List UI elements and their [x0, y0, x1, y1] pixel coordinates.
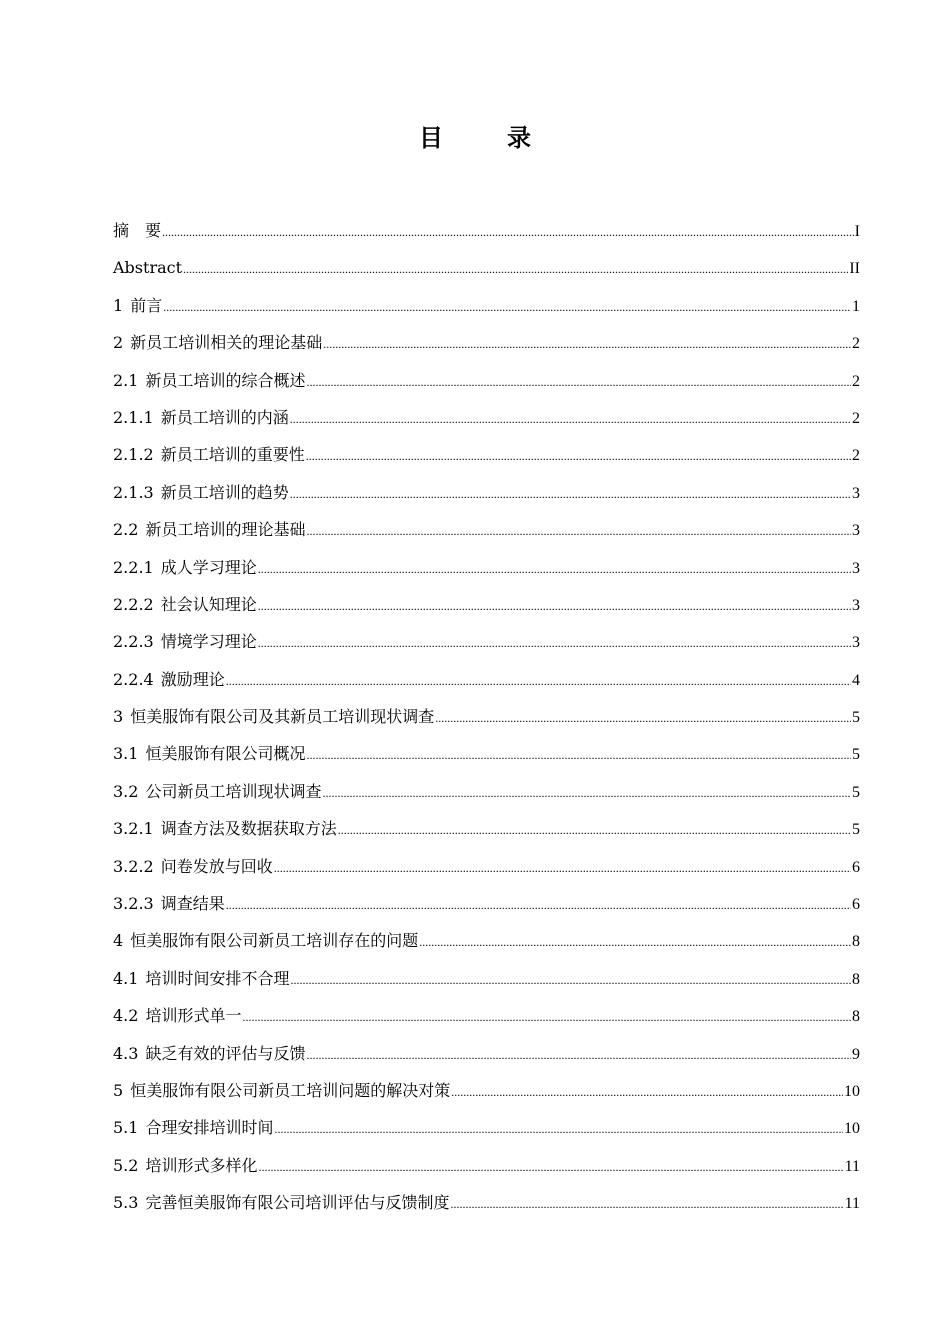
toc-entry-label: 新员工培训的趋势 — [160, 482, 289, 502]
toc-entry-title — [113, 1109, 273, 1146]
toc-entry-page-number: 8 — [852, 1008, 860, 1026]
toc-entry-label: 完善恒美服饰有限公司培训评估与反馈制度 — [145, 1193, 450, 1213]
toc-entry-page-number: 2 — [852, 409, 860, 427]
toc-dot-leader — [451, 1072, 843, 1111]
toc-entry-title — [113, 1147, 257, 1184]
toc-entry[interactable] — [113, 436, 860, 473]
toc-entry-page-number: 1 — [852, 297, 860, 315]
toc-entry-title — [113, 735, 305, 772]
toc-entry[interactable] — [113, 1184, 860, 1221]
toc-entry-label: 情境学习理论 — [160, 632, 257, 652]
toc-entry[interactable] — [113, 1147, 860, 1184]
toc-entry-page-number: 3 — [852, 596, 860, 614]
toc-entry[interactable] — [113, 810, 860, 847]
toc-entry-page-number: 8 — [852, 970, 860, 988]
toc-entry-title — [113, 1072, 450, 1109]
toc-entry[interactable] — [113, 885, 860, 922]
toc-entry-number: 5.2 — [113, 1155, 139, 1175]
toc-entry-number: 3.2.1 — [113, 819, 154, 839]
toc-dot-leader — [290, 474, 851, 513]
toc-entry[interactable] — [113, 623, 860, 660]
page-title: 目 录 — [419, 124, 551, 152]
toc-entry-title — [113, 249, 182, 286]
toc-entry-title — [113, 324, 322, 361]
toc-entry-title — [113, 1184, 449, 1221]
toc-entry-label: 激励理论 — [160, 669, 225, 689]
toc-dot-leader — [258, 1147, 843, 1186]
toc-entry-number: 2.1.1 — [113, 407, 154, 427]
toc-entry-number: 5 — [113, 1080, 124, 1100]
toc-dot-leader — [306, 511, 851, 550]
toc-entry-page-number: 3 — [852, 484, 860, 502]
toc-entry-label: 培训时间安排不合理 — [145, 968, 290, 988]
toc-entry-page-number: 5 — [852, 709, 860, 727]
toc-dot-leader — [162, 212, 854, 251]
toc-entry-page-number: 8 — [852, 933, 860, 951]
toc-entry-label: 恒美服饰有限公司新员工培训问题的解决对策 — [130, 1080, 451, 1100]
toc-entry[interactable] — [113, 399, 860, 436]
toc-dot-leader — [258, 549, 851, 588]
toc-dot-leader — [435, 698, 851, 737]
toc-entry-page-number: 9 — [852, 1045, 860, 1063]
toc-entry-label: 恒美服饰有限公司新员工培训存在的问题 — [130, 931, 419, 951]
toc-entry-label: 调查结果 — [160, 894, 225, 914]
toc-entry-number: 2.2.3 — [113, 632, 154, 652]
toc-entry-title — [113, 960, 289, 997]
toc-entry-label: 恒美服饰有限公司及其新员工培训现状调查 — [130, 707, 435, 727]
toc-entry-number: 2.2.4 — [113, 669, 154, 689]
toc-entry[interactable] — [113, 362, 860, 399]
toc-entry-label: 前言 — [130, 295, 163, 315]
toc-entry-number: 3.2.2 — [113, 856, 154, 876]
toc-entry-number: 5.3 — [113, 1193, 139, 1213]
toc-entry-title — [113, 511, 305, 548]
toc-entry-page-number: 2 — [852, 372, 860, 390]
toc-entry-title — [113, 773, 321, 810]
toc-dot-leader — [338, 810, 851, 849]
toc-entry-number: 3.2 — [113, 781, 139, 801]
toc-entry-label: 培训形式单一 — [145, 1006, 242, 1026]
toc-entry-title — [113, 212, 161, 249]
toc-entry-label: 成人学习理论 — [160, 557, 257, 577]
toc-entry[interactable] — [113, 474, 860, 511]
toc-dot-leader — [322, 773, 851, 812]
toc-entry-title — [113, 885, 225, 922]
toc-entry[interactable] — [113, 586, 860, 623]
toc-entry[interactable] — [113, 549, 860, 586]
table-of-contents — [113, 212, 860, 1222]
toc-entry[interactable] — [113, 212, 860, 249]
toc-dot-leader — [226, 885, 851, 924]
toc-entry-number: 1 — [113, 295, 124, 315]
toc-entry-title — [113, 586, 257, 623]
toc-entry-number: 2.1.3 — [113, 482, 154, 502]
toc-entry-number: 4.2 — [113, 1006, 139, 1026]
toc-entry-page-number: II — [849, 260, 860, 278]
toc-entry-page-number: 5 — [852, 821, 860, 839]
toc-entry-label: 社会认知理论 — [160, 594, 257, 614]
toc-dot-leader — [274, 848, 851, 887]
toc-entry-label: 调查方法及数据获取方法 — [160, 819, 337, 839]
toc-entry-title — [113, 661, 225, 698]
toc-entry[interactable] — [113, 249, 860, 286]
toc-dot-leader — [306, 362, 851, 401]
toc-entry[interactable] — [113, 511, 860, 548]
toc-entry-number: 2.2.2 — [113, 594, 154, 614]
toc-dot-leader — [258, 586, 851, 625]
toc-entry-page-number: 10 — [844, 1082, 860, 1100]
toc-entry-page-number: 10 — [844, 1120, 860, 1138]
toc-entry-page-number: 6 — [852, 858, 860, 876]
toc-entry-page-number: 4 — [852, 671, 860, 689]
toc-dot-leader — [306, 735, 851, 774]
toc-entry-title — [113, 623, 257, 660]
toc-entry-page-number: 3 — [852, 522, 860, 540]
toc-entry-label: 新员工培训的内涵 — [160, 407, 289, 427]
toc-entry-number: 4.1 — [113, 968, 139, 988]
toc-entry-page-number: 2 — [852, 335, 860, 353]
toc-dot-leader — [226, 661, 851, 700]
toc-entry-page-number: 11 — [844, 1195, 860, 1213]
toc-entry[interactable] — [113, 960, 860, 997]
toc-entry-label: 公司新员工培训现状调查 — [145, 781, 322, 801]
toc-entry[interactable] — [113, 735, 860, 772]
toc-entry-label: 新员工培训的重要性 — [160, 445, 305, 465]
toc-dot-leader — [242, 997, 851, 1036]
toc-entry-page-number: 3 — [852, 559, 860, 577]
toc-entry[interactable] — [113, 661, 860, 698]
toc-entry-page-number: 11 — [844, 1157, 860, 1175]
toc-entry-label: 合理安排培训时间 — [145, 1118, 274, 1138]
toc-entry[interactable] — [113, 848, 860, 885]
toc-entry-label: 新员工培训相关的理论基础 — [130, 333, 323, 353]
toc-entry-page-number: I — [854, 223, 860, 240]
toc-entry[interactable] — [113, 698, 860, 735]
toc-dot-leader — [183, 249, 848, 288]
toc-entry-number: 4 — [113, 931, 124, 951]
toc-entry-page-number: 2 — [852, 447, 860, 465]
toc-entry-title — [113, 549, 257, 586]
toc-dot-leader — [306, 1035, 851, 1074]
toc-entry-page-number: 5 — [852, 746, 860, 764]
toc-entry-title — [113, 1035, 305, 1072]
toc-entry-number: 3 — [113, 707, 124, 727]
toc-entry-title — [113, 474, 289, 511]
toc-entry-label: 恒美服饰有限公司概况 — [145, 744, 306, 764]
toc-dot-leader — [290, 960, 851, 999]
toc-dot-leader — [419, 922, 851, 961]
toc-entry[interactable] — [113, 324, 860, 361]
toc-entry-label: 新员工培训的综合概述 — [145, 370, 306, 390]
toc-dot-leader — [163, 287, 851, 326]
toc-entry-title — [113, 698, 434, 735]
toc-entry-number: 5.1 — [113, 1118, 139, 1138]
toc-entry-title — [113, 922, 418, 959]
toc-entry-number: 2.2 — [113, 520, 139, 540]
toc-entry-page-number: 5 — [852, 783, 860, 801]
toc-dot-leader — [258, 623, 851, 662]
toc-dot-leader — [306, 436, 851, 475]
toc-entry-label: 摘 要 — [113, 221, 162, 240]
toc-entry[interactable] — [113, 1035, 860, 1072]
toc-dot-leader — [290, 399, 851, 438]
toc-entry[interactable] — [113, 1072, 860, 1109]
toc-entry[interactable] — [113, 922, 860, 959]
toc-entry[interactable] — [113, 287, 860, 324]
toc-entry-title — [113, 287, 162, 324]
toc-entry-number: 3.2.3 — [113, 894, 154, 914]
toc-entry[interactable] — [113, 773, 860, 810]
toc-entry-title — [113, 997, 241, 1034]
toc-entry-label: Abstract — [113, 258, 183, 278]
toc-entry-title — [113, 436, 305, 473]
toc-entry-number: 4.3 — [113, 1043, 139, 1063]
toc-entry-page-number: 3 — [852, 634, 860, 652]
toc-entry-title — [113, 362, 305, 399]
toc-entry-label: 缺乏有效的评估与反馈 — [145, 1043, 306, 1063]
toc-entry-label: 问卷发放与回收 — [160, 856, 273, 876]
toc-entry-number: 3.1 — [113, 744, 139, 764]
toc-dot-leader — [323, 324, 851, 363]
toc-dot-leader — [450, 1184, 843, 1223]
toc-entry-label: 培训形式多样化 — [145, 1155, 258, 1175]
toc-entry-number: 2.1.2 — [113, 445, 154, 465]
toc-entry-title — [113, 810, 337, 847]
toc-entry-page-number: 6 — [852, 896, 860, 914]
toc-entry-title — [113, 848, 273, 885]
toc-entry[interactable] — [113, 997, 860, 1034]
toc-entry-label: 新员工培训的理论基础 — [145, 520, 306, 540]
toc-entry-title — [113, 399, 289, 436]
toc-entry[interactable] — [113, 1109, 860, 1146]
toc-entry-number: 2.2.1 — [113, 557, 154, 577]
toc-dot-leader — [274, 1109, 843, 1148]
toc-entry-number: 2.1 — [113, 370, 139, 390]
toc-entry-number: 2 — [113, 333, 124, 353]
